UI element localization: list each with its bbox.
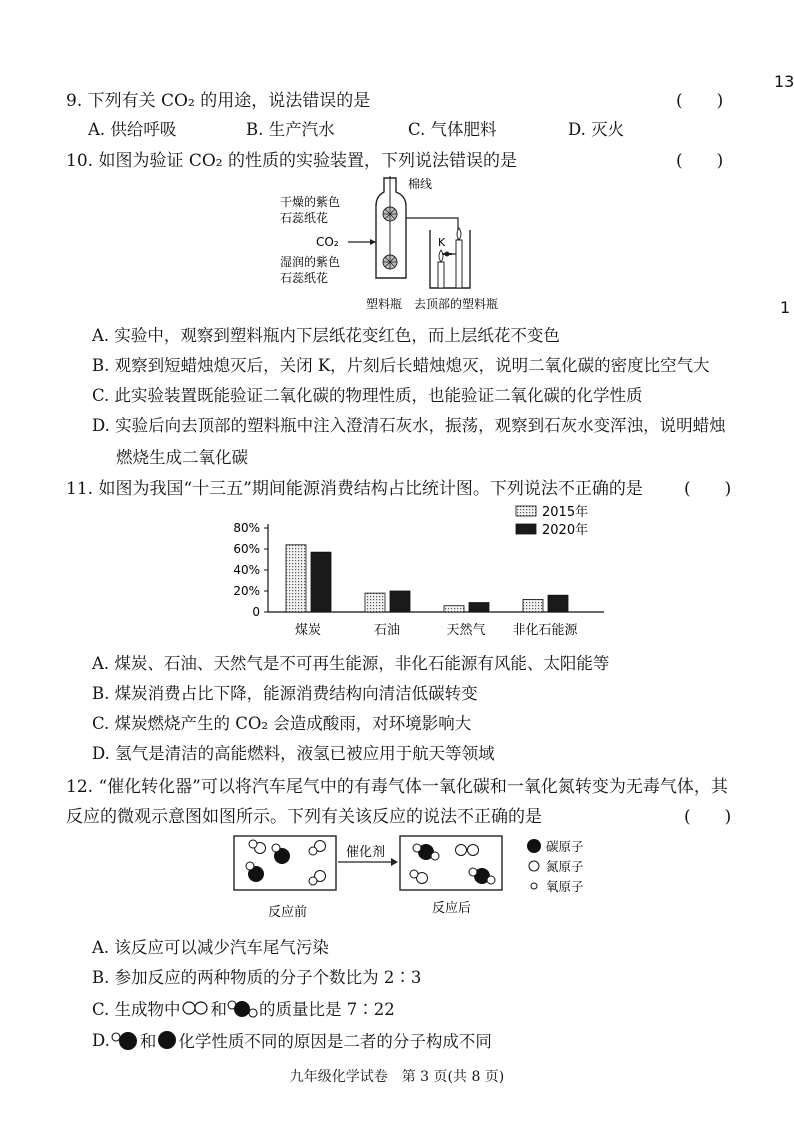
q10-option-c: C. 此实验装置既能验证二氧化碳的物理性质，也能验证二氧化碳的化学性质 [92,386,643,405]
cut-top-bottle [430,230,470,288]
carbon-atom-icon-d [156,1029,178,1051]
legend-label: 2015年 [542,505,589,520]
q10-option-a: A. 实验中，观察到塑料瓶内下层纸花变红色，而上层纸花不变色 [92,326,560,345]
q11-answer-paren: ( ) [684,479,732,499]
bar-2020 [311,552,331,612]
margin-number: 1 [780,298,791,317]
chart-legend [516,504,588,538]
short-candle-flame [439,250,443,262]
label-dry-1: 干燥的紫色 [280,195,341,209]
legend-oxygen: 氧原子 [546,879,584,894]
category-label: 石油 [373,623,401,638]
tall-candle [456,240,462,288]
q12-option-d-prefix: D. [92,1030,110,1050]
co-molecule-icon [110,1029,140,1051]
label-co2: CO₂ [316,235,339,249]
chart-labels [295,622,579,638]
label-k: K [438,236,446,249]
q10-stem: 10. 如图为验证 CO₂ 的性质的实验装置，下列说法错误的是 [66,151,518,171]
wet-paper-flower [383,255,397,269]
figure-caption: 塑料瓶 去顶部的塑料瓶 [366,297,499,311]
q12-option-d-mid: 和 [139,1032,157,1051]
nitrogen-atom-icon [529,861,539,871]
bar-2015 [444,606,464,612]
q12-option-c-mid: 和 [210,1000,228,1019]
category-label: 天然气 [446,623,486,638]
label-dry-2: 石蕊纸花 [280,211,329,225]
legend-swatch [516,524,536,534]
q9-answer-paren: ( ) [676,91,724,111]
dry-paper-flower [383,207,397,221]
q12-answer-paren: ( ) [684,807,732,827]
before-label: 反应前 [268,905,308,920]
q9-option-a: A. 供给呼吸 [88,120,177,139]
page-footer: 九年级化学试卷 第 3 页(共 8 页) [289,1069,505,1085]
bar-2015 [523,599,543,612]
label-wet-2: 石蕊纸花 [280,271,329,285]
q10-option-b: B. 观察到短蜡烛熄灭后，关闭 K，片刻后长蜡烛熄灭，说明二氧化碳的密度比空气大 [92,356,710,375]
bar-2015 [286,545,306,612]
q12-option-b: B. 参加反应的两种物质的分子个数比为 2∶3 [92,968,422,987]
q9-option-b: B. 生产汽水 [246,120,335,139]
bar-2020 [390,591,410,612]
q11-option-a: A. 煤炭、石油、天然气是不可再生能源，非化石能源有风能、太阳能等 [92,654,610,673]
q11-option-d: D. 氢气是清洁的高能燃料，液氢已被应用于航天等领域 [92,744,495,763]
q12-option-d-suffix: 化学性质不同的原因是二者的分子构成不同 [178,1032,492,1051]
outlet-tube [406,218,458,254]
q12-option-d [92,1028,492,1052]
energy-consumption-chart [220,500,610,642]
reaction-diagram [232,832,612,922]
legend-carbon: 碳原子 [546,839,584,854]
q10-option-d-cont: 燃烧生成二氧化碳 [116,448,248,467]
bar-2020 [548,595,568,612]
catalyst-label: 催化剂 [346,845,386,860]
legend-label: 2020年 [542,523,589,538]
q12-option-a: A. 该反应可以减少汽车尾气污染 [92,938,329,957]
co2-molecule-icon [227,997,259,1019]
n2-molecule-icon [181,999,211,1017]
q10-answer-paren: ( ) [676,151,724,171]
y-tick-label: 20% [233,584,260,598]
q9-option-d: D. 灭火 [568,120,625,139]
q12-option-c-suffix: 的质量比是 7∶22 [259,1000,395,1019]
atom-legend [527,839,584,894]
q11-stem: 11. 如图为我国“十三五”期间能源消费结构占比统计图。下列说法不正确的是 [66,479,643,499]
q9-option-c: C. 气体肥料 [408,120,497,139]
q10-option-d: D. 实验后向去顶部的塑料瓶中注入澄清石灰水，振荡，观察到石灰水变浑浊，说明蜡烛 [92,416,726,435]
q12-option-c [92,996,395,1020]
after-label: 反应后 [432,901,472,916]
q12-stem-line2: 反应的微观示意图如图所示。下列有关该反应的说法不正确的是 [66,807,542,827]
co2-experiment-figure [280,170,550,316]
y-tick-label: 60% [233,542,260,556]
chart-bars [286,545,568,612]
label-cotton: 棉线 [408,177,433,191]
oxygen-atom-icon [531,883,537,889]
tall-candle-flame [457,228,461,240]
q11-option-b: B. 煤炭消费占比下降，能源消费结构向清洁低碳转变 [92,684,478,703]
category-label: 非化石能源 [512,623,578,638]
y-tick-label: 40% [233,563,260,577]
bar-2015 [365,593,385,612]
y-tick-label: 0 [252,605,260,619]
category-label: 煤炭 [294,623,322,638]
q11-option-c: C. 煤炭燃烧产生的 CO₂ 会造成酸雨，对环境影响大 [92,714,472,733]
q12-option-c-prefix: C. 生成物中 [92,1000,181,1019]
legend-nitrogen: 氮原子 [546,859,584,874]
y-tick-label: 80% [233,521,260,535]
bar-2020 [469,603,489,612]
q12-stem-line1: 12. “催化转化器”可以将汽车尾气中的有毒气体一氧化碳和一氧化氮转变为无毒气体，其 [66,777,728,797]
short-candle [438,262,444,288]
label-wet-1: 湿润的紫色 [280,255,341,269]
q9-stem: 9. 下列有关 CO₂ 的用途，说法错误的是 [66,91,371,111]
carbon-atom-icon [527,839,541,853]
margin-page-number: 13 [774,72,794,91]
legend-swatch [516,506,536,516]
